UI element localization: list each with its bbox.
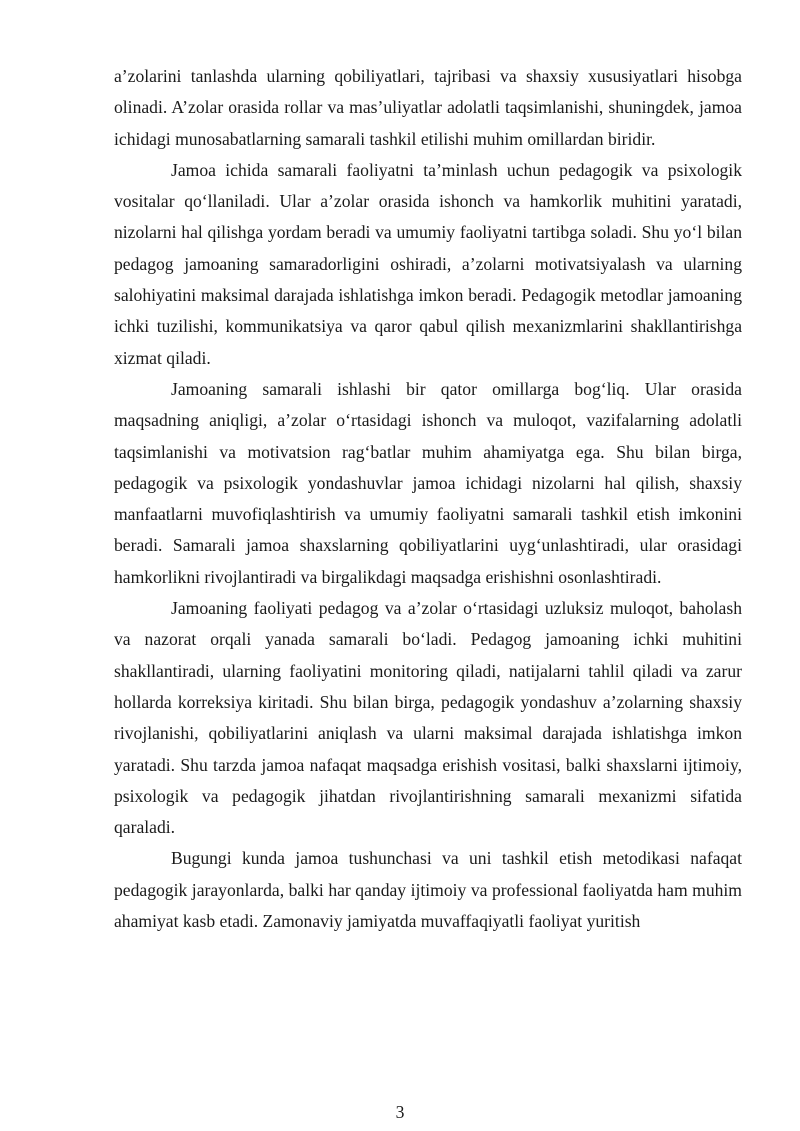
paragraph-2: Jamoa ichida samarali faoliyatni ta’minlash uchun pedagogik va psixologik vositalar qo‘llaniladi. Ular a’zolar orasida ishonch va hamkorlik muhitini yaratadi, nizolarni hal qilishga yordam beradi va umumiy faoliyatni tartibga soladi. Shu yo‘l bilan pedagog jamoaning samaradorligini oshiradi, a’zolarni motivatsiyalash va ularning salohiyatini maksimal darajada ishlatishga imkon beradi. Pedagogik metodlar jamoaning ichki tuzilishi, kommunikatsiya va qaror qabul qilish mexanizmlarini shakllantirishga xizmat qiladi. [114, 159, 742, 368]
paragraph-5: Bugungi kunda jamoa tushunchasi va uni tashkil etish metodikasi nafaqat pedagogik jarayonlarda, balki har qanday ijtimoiy va professional faoliyatda ham muhim ahamiyat kasb etadi. Zamonaviy jamiyatda muvaffaqiyatli faoliyat yuritish [114, 848, 742, 932]
paragraph-4: Jamoaning faoliyati pedagog va a’zolar o‘rtasidagi uzluksiz muloqot, baholash va nazorat orqali yanada samarali bo‘ladi. Pedagog jamoaning ichki muhitini shakllantiradi, ularning faoliyatini monitoring qiladi, natijalarni tahlil qiladi va zarur hollarda korreksiya kiritadi. Shu bilan birga, pedagogik yondashuv a’zolarning shaxsiy rivojlanishi, qobiliyatlarini aniqlash va ularni maksimal darajada ishlatishga imkon yaratadi. Shu tarzda jamoa nafaqat maqsadga erishish vositasi, balki shaxslarni ijtimoiy, psixologik va pedagogik jihatdan rivojlantirishning samarali mexanizmi sifatida qaraladi. [114, 598, 742, 838]
page-number: 3 [395, 1102, 405, 1122]
paragraph-3: Jamoaning samarali ishlashi bir qator omillarga bog‘liq. Ular orasida maqsadning aniqligi, a’zolar o‘rtasidagi ishonch va muloqot, vazifalarning adolatli taqsimlanishi va motivatsion rag‘batlar muhim ahamiyatga ega. Shu bilan birga, pedagogik va psixologik yondashuvlar jamoa ichidagi nizolarni hal qilish, shaxsiy manfaatlarni muvofiqlashtirish va umumiy faoliyatni samarali tashkil etish imkonini beradi. Samarali jamoa shaxslarning qobiliyatlarini uyg‘unlashtiradi, ular orasidagi hamkorlikni rivojlantiradi va birgalikdagi maqsadga erishishni osonlashtiradi. [114, 378, 742, 587]
paragraph-1: a’zolarini tanlashda ularning qobiliyatlari, tajribasi va shaxsiy xususiyatlari hisobga olinadi. A’zolar orasida rollar va mas’uliyatlar adolatli taqsimlanishi, shuningdek, jamoa ichidagi munosabatlarning samarali tashkil etilishi muhim omillardan biridir. [114, 66, 742, 149]
page-body [114, 61, 742, 937]
